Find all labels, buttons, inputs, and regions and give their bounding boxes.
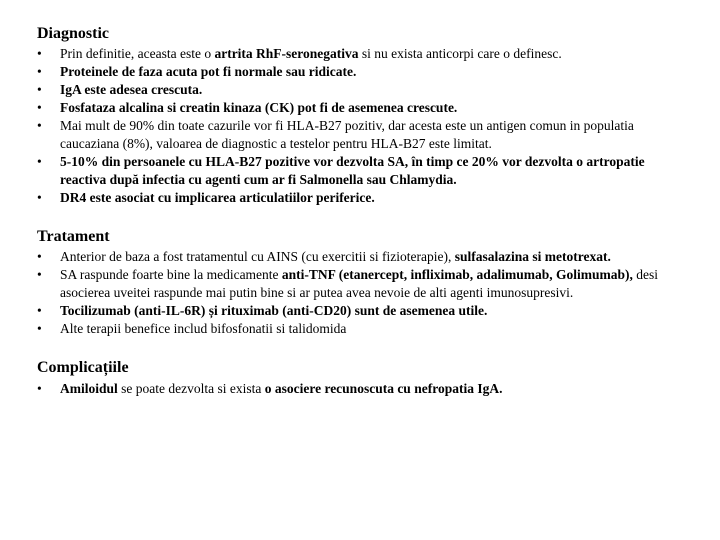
list-item: • Proteinele de faza acuta pot fi normale sau ridicate. (37, 64, 357, 79)
bullet-icon: • (37, 267, 42, 282)
document-page (37, 24, 689, 398)
list-item: • Anterior de baza a fost tratamentul cu AINS (cu exercitii si fizioterapie), sulfasalazina si metotrexat. (37, 249, 611, 264)
bullet-icon: • (37, 46, 42, 61)
bullet-icon: • (37, 303, 42, 318)
bullet-list-complicatii (37, 380, 689, 398)
bullet-list-tratament (37, 248, 689, 338)
bullet-icon: • (37, 190, 42, 205)
bullet-icon: • (37, 249, 42, 264)
section-title-complicatii: Complicațiile (37, 359, 129, 376)
section-diagnostic (37, 24, 689, 207)
list-item: • 5-10% din persoanele cu HLA-B27 pozitive vor dezvolta SA, în timp ce 20% vor dezvolta o artropatie reactiva după infectia cu agenti cum ar fi Salmonella sau Chlamydia. (37, 154, 645, 187)
bullet-icon: • (37, 381, 42, 396)
section-title-diagnostic: Diagnostic (37, 25, 109, 42)
bullet-icon: • (37, 118, 42, 133)
section-title-tratament: Tratament (37, 228, 110, 245)
list-item: • SA raspunde foarte bine la medicamente anti-TNF (etanercept, infliximab, adalimumab, Golimumab), desi asocierea uveitei raspunde mai putin bine si ar putea avea nevoie de alti agenti imunosupresivi. (37, 267, 659, 300)
bullet-icon: • (37, 154, 42, 169)
list-item: • DR4 este asociat cu implicarea articulatiilor periferice. (37, 190, 375, 205)
list-item: • Fosfataza alcalina si creatin kinaza (CK) pot fi de asemenea crescute. (37, 100, 458, 115)
bullet-icon: • (37, 64, 42, 79)
bullet-icon: • (37, 82, 42, 97)
list-item: • Prin definitie, aceasta este o artrita RhF-seronegativa si nu exista anticorpi care o definesc. (37, 46, 562, 61)
list-item: • Mai mult de 90% din toate cazurile vor fi HLA-B27 pozitiv, dar acesta este un antigen comun in populatia caucaziana (8%), valoarea de diagnostic a testelor pentru HLA-B27 este limitat. (37, 118, 634, 151)
section-tratament (37, 227, 689, 338)
bullet-icon: • (37, 321, 42, 336)
list-item: • Alte terapii benefice includ bifosfonatii si talidomida (37, 321, 347, 336)
list-item: • Tocilizumab (anti-IL-6R) și rituximab (anti-CD20) sunt de asemenea utile. (37, 303, 488, 318)
bullet-list-diagnostic (37, 45, 689, 207)
bullet-icon: • (37, 100, 42, 115)
list-item: • Amiloidul se poate dezvolta si exista o asociere recunoscuta cu nefropatia IgA. (37, 381, 503, 396)
section-complicatii (37, 358, 689, 398)
list-item: • IgA este adesea crescuta. (37, 82, 203, 97)
